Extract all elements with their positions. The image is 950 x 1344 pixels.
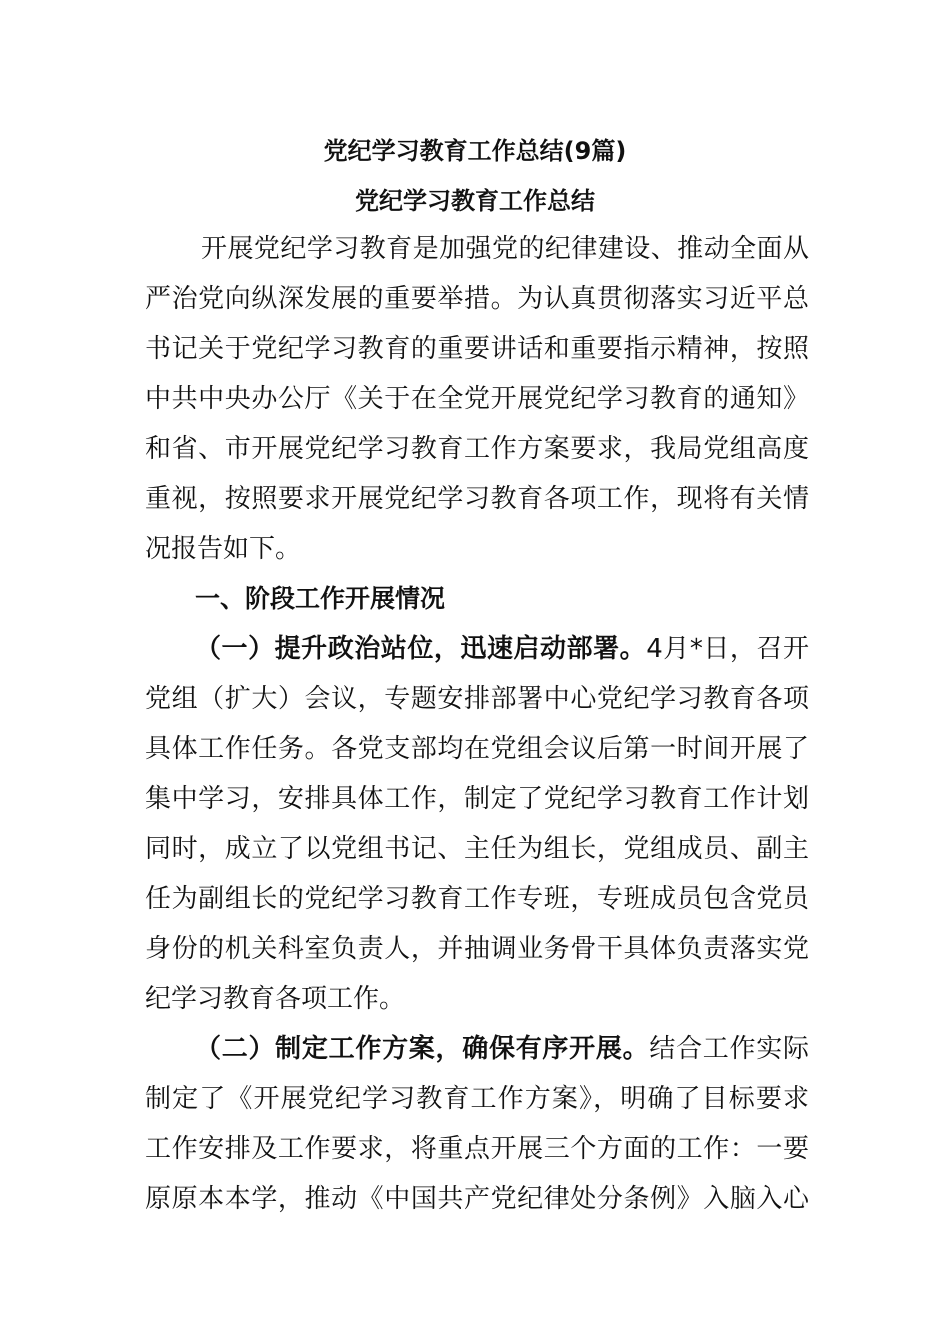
- paragraph-line: 原原本本学，推动《中国共产党纪律处分条例》入脑入心: [145, 1184, 809, 1214]
- paragraph-line: 集中学习，安排具体工作，制定了党纪学习教育工作计划: [145, 784, 809, 814]
- item-label: （一）提升政治站位，迅速启动部署。: [195, 634, 647, 664]
- paragraph-line: 况报告如下。: [145, 534, 302, 564]
- item-first-line: [145, 624, 809, 674]
- paragraph-line: 具体工作任务。各党支部均在党组会议后第一时间开展了: [145, 734, 809, 764]
- paragraph-line: 中共中央办公厅《关于在全党开展党纪学习教育的通知》: [145, 384, 809, 414]
- paragraph-line: 重视，按照要求开展党纪学习教育各项工作，现将有关情: [145, 484, 809, 514]
- document-body: [145, 224, 809, 1224]
- paragraph-line: 严治党向纵深发展的重要举措。为认真贯彻落实习近平总: [145, 284, 809, 314]
- paragraph-line: 纪学习教育各项工作。: [145, 984, 406, 1014]
- paragraph-line: 开展党纪学习教育是加强党的纪律建设、推动全面从: [201, 234, 809, 264]
- paragraph-line: 任为副组长的党纪学习教育工作专班，专班成员包含党员: [145, 884, 809, 914]
- document-title: 党纪学习教育工作总结(9篇): [323, 137, 627, 165]
- item-text: 4月*日，召开: [646, 634, 809, 664]
- paragraph-line: 党组（扩大）会议，专题安排部署中心党纪学习教育各项: [145, 684, 809, 714]
- item-label: （二）制定工作方案，确保有序开展。: [195, 1034, 650, 1064]
- paragraph-line: 身份的机关科室负责人，并抽调业务骨干具体负责落实党: [145, 934, 809, 964]
- section-heading: 一、阶段工作开展情况: [195, 584, 446, 613]
- paragraph-line: 工作安排及工作要求，将重点开展三个方面的工作：一要: [145, 1134, 809, 1164]
- item-first-line: [145, 1024, 809, 1074]
- paragraph-line: 同时，成立了以党组书记、主任为组长，党组成员、副主: [145, 834, 809, 864]
- paragraph-line: 书记关于党纪学习教育的重要讲话和重要指示精神，按照: [145, 334, 809, 364]
- item-text: 结合工作实际: [649, 1034, 809, 1064]
- document-subtitle: 党纪学习教育工作总结: [355, 187, 595, 215]
- paragraph-line: 制定了《开展党纪学习教育工作方案》，明确了目标要求: [145, 1084, 809, 1114]
- paragraph-line: 和省、市开展党纪学习教育工作方案要求，我局党组高度: [145, 434, 809, 464]
